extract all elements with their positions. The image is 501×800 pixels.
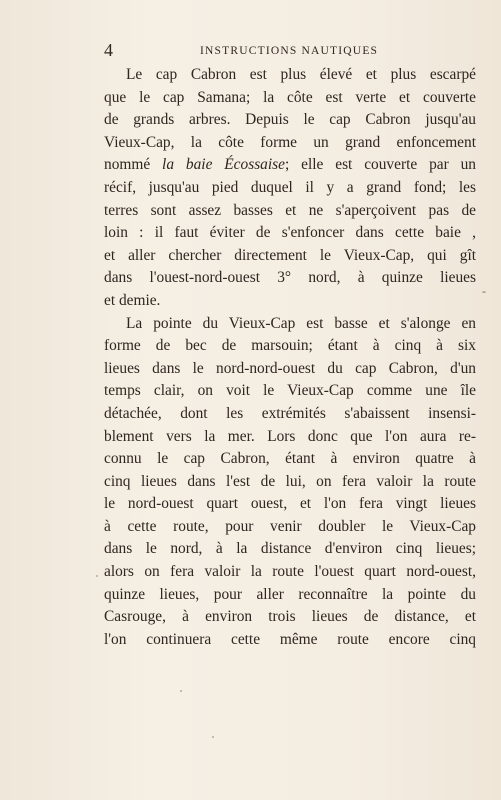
page-header [104, 40, 474, 60]
text-line: Casrouge, à environ trois lieues de distance, et [104, 608, 476, 626]
text-line: quinze lieues, pour aller reconnaître la pointe du [104, 585, 476, 603]
page-number: 4 [104, 40, 114, 60]
text-line: loin : il faut éviter de s'enfoncer dans cette baie , [104, 224, 476, 242]
text-line: cinq lieues dans l'est de lui, on fera valoir la route [104, 472, 476, 490]
text-line: de grands arbres. Depuis le cap Cabron jusqu'au [104, 111, 476, 129]
body-text [104, 64, 476, 651]
text-line: et demie. [104, 291, 161, 309]
text-line: récif, jusqu'au pied duquel il y a grand fond; les [104, 178, 476, 196]
text-line: que le cap Samana; la côte est verte et couverte [104, 88, 476, 106]
text-line: détachée, dont les extrémités s'abaissent insensi- [104, 404, 476, 422]
paper-speck [96, 575, 98, 577]
text-run: ; elle est couverte par un [284, 156, 476, 174]
text-line-with-italic [104, 154, 476, 177]
text-line: La pointe du Vieux-Cap est basse et s'alonge en [126, 314, 476, 332]
text-line: blement vers la mer. Lors donc que l'on aura re- [104, 427, 476, 445]
paper-speck [180, 690, 182, 692]
text-line: Le cap Cabron est plus élevé et plus escarpé [126, 66, 476, 83]
text-line: terres sont assez basses et ne s'aperçoivent pas de [104, 201, 476, 219]
text-run: nommé [104, 156, 163, 174]
text-line: dans l'ouest-nord-ouest 3° nord, à quinze lieues [104, 269, 476, 287]
text-line: forme de bec de marsouin; étant à cinq à six [104, 337, 476, 355]
text-line: l'on continuera cette même route encore cinq [104, 630, 476, 648]
text-line: temps clair, on voit le Vieux-Cap comme une île [104, 382, 476, 400]
text-line: à cette route, pour venir doubler le Vieux-Cap [104, 517, 476, 535]
italic-place-name: la baie Écossaise [162, 156, 285, 174]
margin-mark: - [482, 284, 486, 298]
text-line: le nord-ouest quart ouest, et l'on fera vingt lieues [104, 495, 476, 513]
text-line: alors on fera valoir la route l'ouest quart nord-ouest, [104, 563, 476, 581]
running-head: INSTRUCTIONS NAUTIQUES [200, 45, 379, 57]
text-line: dans le nord, à la distance d'environ cinq lieues; [104, 540, 476, 558]
paper-speck [212, 736, 214, 738]
text-line: connu le cap Cabron, étant à environ quatre à [104, 450, 476, 468]
text-line: et aller chercher directement le Vieux-Cap, qui gît [104, 246, 476, 264]
text-line: lieues dans le nord-nord-ouest du cap Cabron, d'un [104, 359, 476, 377]
text-line: Vieux-Cap, la côte forme un grand enfoncement [104, 133, 476, 151]
